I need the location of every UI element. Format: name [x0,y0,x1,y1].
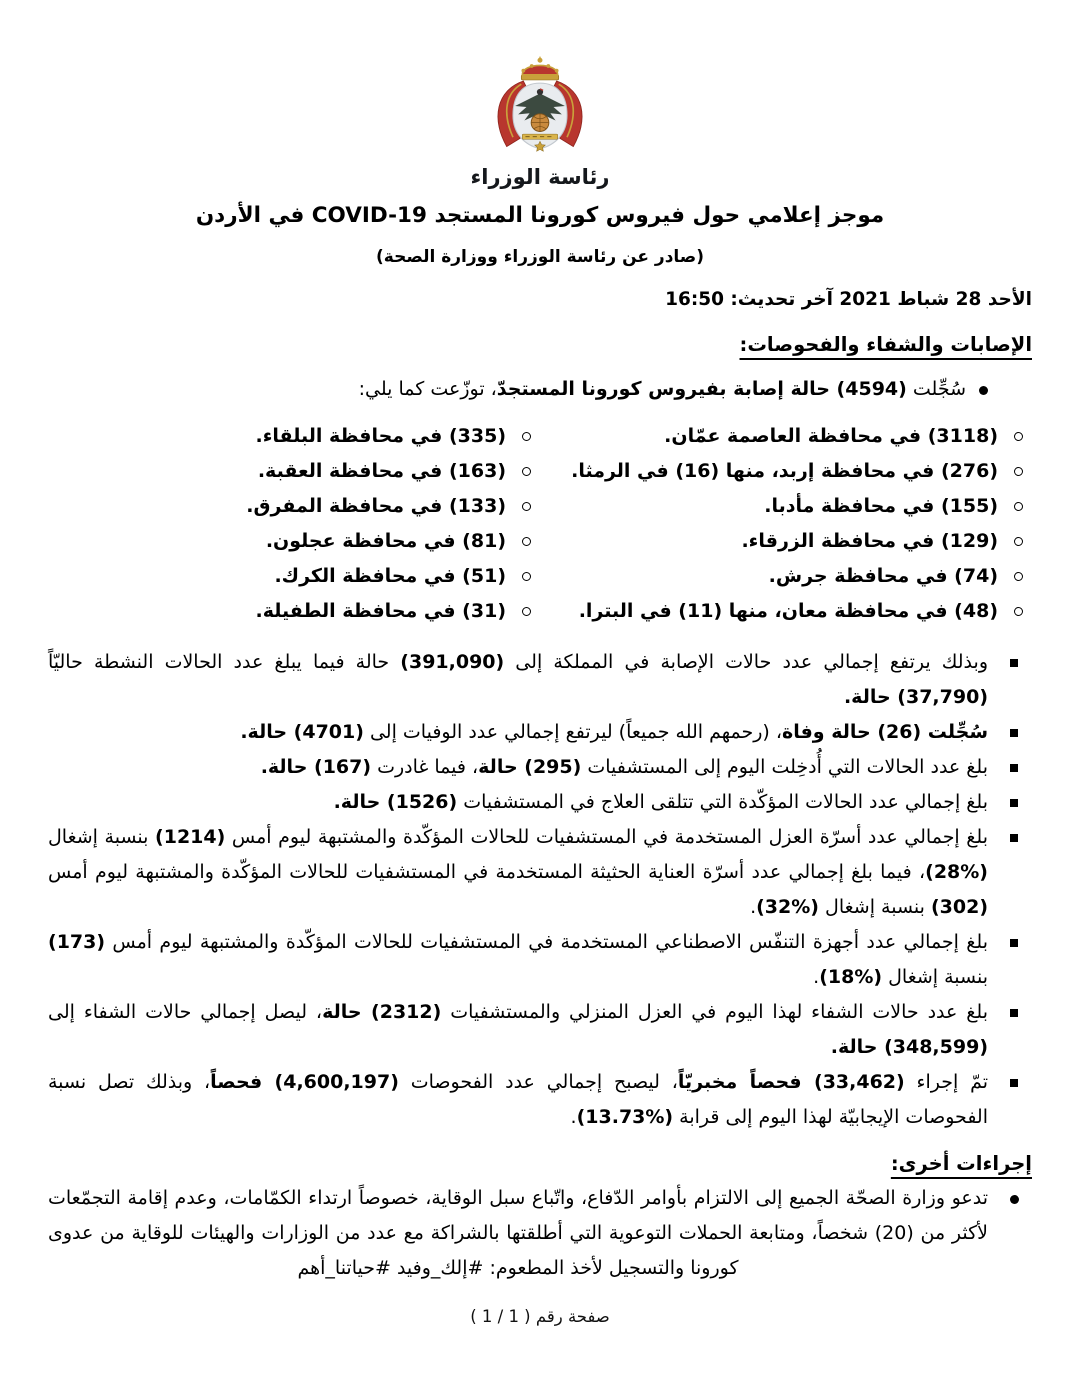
governorate-item-madaba [540,489,1032,524]
governorate-item-irbid [540,454,1032,489]
circle-bullet-icon [522,432,531,441]
governorate-text: (3118) في محافظة العاصمة عمّان. [664,425,998,447]
governorate-text: (335) في محافظة البلقاء. [255,425,506,447]
jordan-coat-of-arms [462,56,618,192]
coat-of-arms-icon [462,56,618,156]
stat-text: بلغ عدد الحالات التي أُدخِلت اليوم إلى المستشفيات (295) حالة، فيما غادرت (167) حالة. [260,756,988,778]
square-bullet-icon [1010,939,1018,947]
page-title: موجز إعلامي حول فيروس كورونا المستجد COVID-19 في الأردن [195,203,885,228]
stat-item-isolation-beds [48,820,1032,925]
stat-item-ventilators [48,925,1032,995]
governorate-item-maan [540,594,1032,629]
governorate-item-balqa [48,419,540,454]
bullet-dot-icon [1010,1195,1019,1204]
governorate-text: (133) في محافظة المفرق. [246,495,506,517]
governorate-item-amman [540,419,1032,454]
governorate-item-aqaba [48,454,540,489]
square-bullet-icon [1010,1009,1018,1017]
stat-item-hospitalized [48,785,1032,820]
section-heading-other: إجراءات أخرى: [890,1152,1032,1175]
square-bullet-icon [1010,834,1018,842]
stat-item-recoveries [48,995,1032,1065]
circle-bullet-icon [1014,502,1023,511]
intro-bullet-text: سُجِّلت (4594) حالة إصابة بفيروس كورونا المستجدّ، توزّعت كما يلي: [358,378,966,400]
governorate-item-jerash [540,559,1032,594]
circle-bullet-icon [1014,467,1023,476]
circle-bullet-icon [1014,432,1023,441]
governorate-text: (74) في محافظة جرش. [768,565,998,587]
intro-bullet-item [48,372,1032,407]
governorate-list [48,419,1032,629]
stat-text: بلغ عدد حالات الشفاء لهذا اليوم في العزل المنزلي والمستشفيات (2312) حالة، ليصل إجمالي حالات الشفاء إلى (348,599) حالة. [48,1001,988,1058]
governorate-text: (31) في محافظة الطفيلة. [255,600,506,622]
square-bullet-icon [1010,799,1018,807]
circle-bullet-icon [1014,607,1023,616]
stat-item-total-cases [48,645,1032,715]
governorate-text: (51) في محافظة الكرك. [274,565,506,587]
logo-caption: رئاسة الوزراء [470,165,610,189]
page-subtitle: (صادر عن رئاسة الوزراء ووزارة الصحة) [376,247,704,267]
circle-bullet-icon [1014,572,1023,581]
circle-bullet-icon [522,607,531,616]
governorate-text: (48) في محافظة معان، منها (11) في البترا. [578,600,998,622]
square-bullet-icon [1010,659,1018,667]
other-measures-text: تدعو وزارة الصحّة الجميع إلى الالتزام بأوامر الدّفاع، واتّباع سبل الوقاية، خصوصاً ارتداء الكمّامات، وعدم إقامة التجمّعات لأكثر من (20) شخصاً، ومتابعة الحملات التوعوية التي أطلقتها بالشراكة مع عدد من الوزارات والهيئات للوقاية من عدوى كورونا والتسجيل لأخذ المطعوم: #إلك_وفيد #حياتنا_أهم [48,1187,988,1279]
stat-item-admissions [48,750,1032,785]
stat-item-tests [48,1065,1032,1135]
circle-bullet-icon [1014,537,1023,546]
stat-text: بلغ إجمالي عدد أجهزة التنفّس الاصطناعي المستخدمة في المستشفيات للحالات المؤكّدة والمشتبهة ليوم أمس (173) بنسبة إشغال (%18). [48,931,988,988]
circle-bullet-icon [522,502,531,511]
governorate-item-mafraq [48,489,540,524]
other-measures-bullet-item [48,1181,1032,1286]
governorate-text: (81) في محافظة عجلون. [265,530,506,552]
governorate-text: (163) في محافظة العقبة. [257,460,506,482]
section-heading-infections: الإصابات والشفاء والفحوصات: [739,333,1032,356]
stats-list [48,645,1032,1135]
section-infections [48,327,1032,1135]
governorate-item-karak [48,559,540,594]
stat-text: بلغ إجمالي عدد أسرّة العزل المستخدمة في المستشفيات للحالات المؤكّدة والمشتبهة ليوم أمس (1214) بنسبة إشغال (%28)، فيما بلغ إجمالي عدد أسرّة العناية الحثيثة المستخدمة في المستشفيات للحالات المؤكّدة والمشتبهة ليوم أمس (302) بنسبة إشغال (%32). [48,826,988,918]
square-bullet-icon [1010,729,1018,737]
section-other-measures [48,1146,1032,1286]
date-line: الأحد 28 شباط 2021 آخر تحديث: 16:50 [665,289,1032,310]
square-bullet-icon [1010,1079,1018,1087]
circle-bullet-icon [522,537,531,546]
stat-text: سُجِّلت (26) حالة وفاة، (رحمهم الله جميعاً) ليرتفع إجمالي عدد الوفيات إلى (4701) حالة. [240,721,988,743]
governorate-text: (155) في محافظة مأدبا. [764,495,998,517]
governorate-item-tafileh [48,594,540,629]
governorate-item-zarqa [540,524,1032,559]
stat-text: وبذلك يرتفع إجمالي عدد حالات الإصابة في المملكة إلى (391,090) حالة فيما يبلغ عدد الحالات النشطة حاليّاً (37,790) حالة. [48,651,988,708]
bullet-dot-icon [979,386,988,395]
square-bullet-icon [1010,764,1018,772]
governorate-text: (129) في محافظة الزرقاء. [741,530,998,552]
circle-bullet-icon [522,467,531,476]
stat-text: تمّ إجراء (33,462) فحصاً مخبريّاً، ليصبح إجمالي عدد الفحوصات (4,600,197) فحصاً، وبذلك تصل نسبة الفحوصات الإيجابيّة لهذا اليوم إلى قرابة (%13.73). [48,1071,988,1128]
page-footer: صفحة رقم ( 1 / 1 ) [470,1307,610,1326]
stat-text: بلغ إجمالي عدد الحالات المؤكّدة التي تتلقى العلاج في المستشفيات (1526) حالة. [333,791,988,813]
circle-bullet-icon [522,572,531,581]
governorate-item-ajloun [48,524,540,559]
stat-item-deaths [48,715,1032,750]
document-header [48,0,1032,316]
governorate-text: (276) في محافظة إربد، منها (16) في الرمثا. [571,460,998,482]
